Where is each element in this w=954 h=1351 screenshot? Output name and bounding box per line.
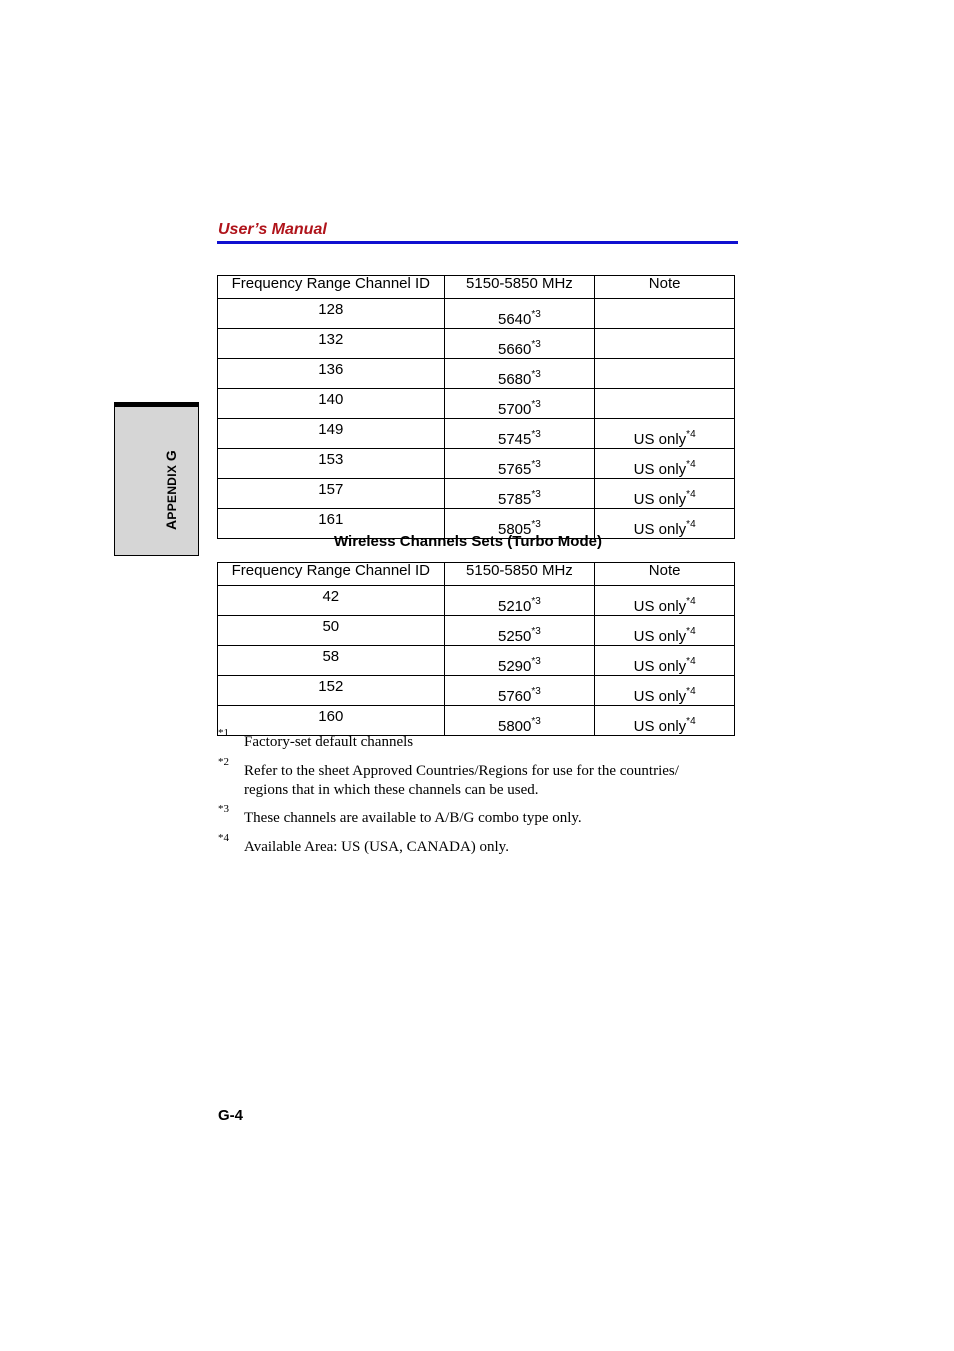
- frequency-cell: 5800$^{*3}$: [444, 706, 595, 736]
- table-row: [218, 449, 735, 479]
- page-number: G-4: [218, 1107, 244, 1124]
- table-row: [218, 586, 735, 616]
- note-cell: US only$^{*4}$: [595, 646, 735, 676]
- header-note: Note: [595, 276, 735, 299]
- footnote-text: Refer to the sheet Approved Countries/Regions for use for the countries/ regions that in which these channels can be used.: [244, 763, 679, 798]
- note-cell: [595, 389, 735, 419]
- footnote-text: Factory-set default channels: [244, 734, 414, 750]
- note-cell: [595, 299, 735, 329]
- table-header-row: [218, 276, 735, 299]
- note-cell: US only$^{*4}$: [595, 509, 735, 539]
- running-header-title: User’s Manual: [218, 221, 327, 238]
- appendix-tab-label-letter: G: [163, 449, 179, 462]
- channel-id-cell: 128: [218, 299, 445, 329]
- frequency-cell: 5745$^{*3}$: [444, 419, 595, 449]
- header-frequency: 5150-5850 MHz: [444, 276, 595, 299]
- table-row: [218, 479, 735, 509]
- table-row: [218, 706, 735, 736]
- channel-id-cell: 50: [218, 616, 445, 646]
- note-cell: US only$^{*4}$: [595, 449, 735, 479]
- channel-table-normal: [217, 275, 735, 539]
- turbo-table-title: Wireless Channels Sets (Turbo Mode): [334, 533, 602, 550]
- channel-id-cell: 160: [218, 706, 445, 736]
- channel-id-cell: 157: [218, 479, 445, 509]
- channel-id-cell: 42: [218, 586, 445, 616]
- frequency-cell: 5640$^{*3}$: [444, 299, 595, 329]
- channel-table-turbo: [217, 562, 735, 736]
- frequency-cell: 5210$^{*3}$: [444, 586, 595, 616]
- table-row: [218, 646, 735, 676]
- note-cell: US only$^{*4}$: [595, 676, 735, 706]
- frequency-cell: 5290$^{*3}$: [444, 646, 595, 676]
- channel-id-cell: 161: [218, 509, 445, 539]
- appendix-tab-label: [163, 450, 179, 530]
- table-row: [218, 616, 735, 646]
- note-cell: US only$^{*4}$: [595, 616, 735, 646]
- table-row: [218, 359, 735, 389]
- note-cell: US only$^{*4}$: [595, 586, 735, 616]
- channel-id-cell: 140: [218, 389, 445, 419]
- table-row: [218, 299, 735, 329]
- header-frequency: 5150-5850 MHz: [444, 563, 595, 586]
- channel-id-cell: 132: [218, 329, 445, 359]
- channel-id-cell: 149: [218, 419, 445, 449]
- note-cell: [595, 329, 735, 359]
- header-note: Note: [595, 563, 735, 586]
- footnote-mark: *3: [218, 803, 229, 815]
- frequency-cell: 5680$^{*3}$: [444, 359, 595, 389]
- table-row: [218, 389, 735, 419]
- header-channel-id: Frequency Range Channel ID: [218, 276, 445, 299]
- table-row: [218, 419, 735, 449]
- frequency-cell: 5805$^{*3}$: [444, 509, 595, 539]
- frequency-cell: 5760$^{*3}$: [444, 676, 595, 706]
- note-cell: [595, 359, 735, 389]
- note-cell: US only$^{*4}$: [595, 706, 735, 736]
- footnote-mark: *1: [218, 727, 229, 739]
- channel-id-cell: 58: [218, 646, 445, 676]
- header-channel-id: Frequency Range Channel ID: [218, 563, 445, 586]
- table-header-row: [218, 563, 735, 586]
- footnote-mark: *4: [218, 832, 229, 844]
- footnote-mark: *2: [218, 756, 229, 768]
- footnote-text: Available Area: US (USA, CANADA) only.: [244, 839, 509, 855]
- channel-id-cell: 153: [218, 449, 445, 479]
- appendix-tab-label-initial: A: [163, 519, 179, 530]
- table-row: [218, 329, 735, 359]
- channel-id-cell: 136: [218, 359, 445, 389]
- channel-id-cell: 152: [218, 676, 445, 706]
- footnote-text: These channels are available to A/B/G combo type only.: [244, 810, 582, 826]
- appendix-side-tab: [114, 402, 199, 556]
- frequency-cell: 5765$^{*3}$: [444, 449, 595, 479]
- frequency-cell: 5660$^{*3}$: [444, 329, 595, 359]
- frequency-cell: 5785$^{*3}$: [444, 479, 595, 509]
- table-row: [218, 676, 735, 706]
- frequency-cell: 5700$^{*3}$: [444, 389, 595, 419]
- header-rule: [217, 241, 738, 244]
- appendix-tab-label-rest: PPENDIX: [165, 464, 179, 520]
- frequency-cell: 5250$^{*3}$: [444, 616, 595, 646]
- note-cell: US only$^{*4}$: [595, 479, 735, 509]
- note-cell: US only$^{*4}$: [595, 419, 735, 449]
